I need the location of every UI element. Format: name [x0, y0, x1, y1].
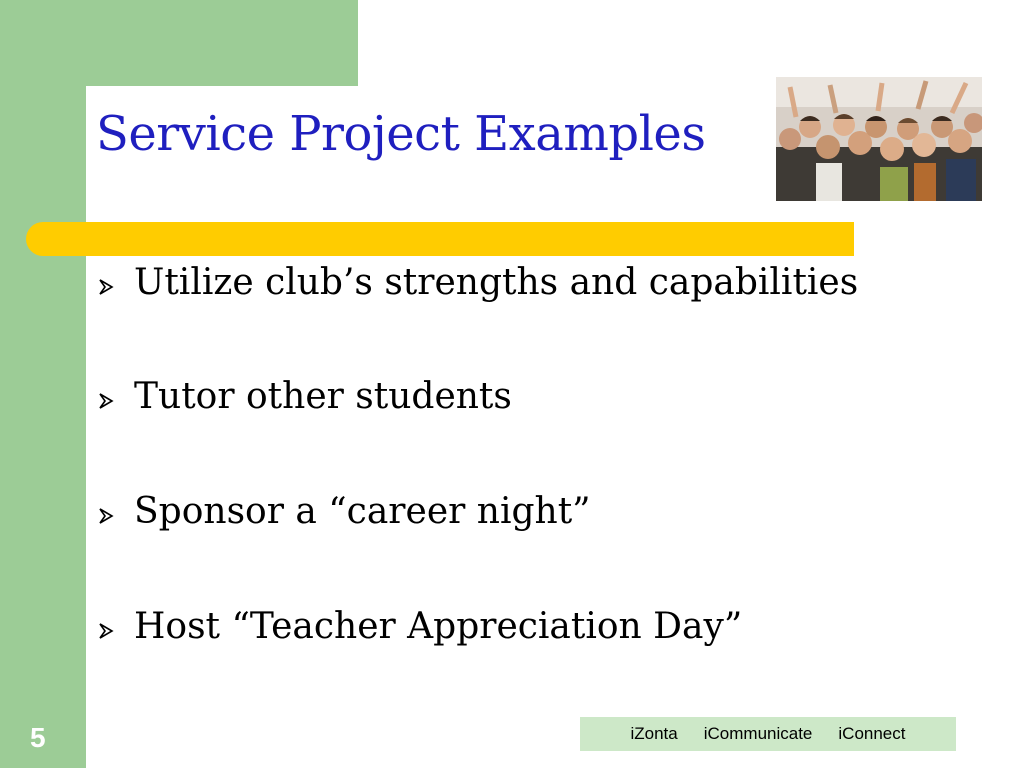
bullet-text: Host “Teacher Appreciation Day”	[134, 606, 743, 647]
bullet-text: Tutor other students	[134, 376, 512, 417]
bullet-text: Utilize club’s strengths and capabilities	[134, 262, 859, 303]
slide-number: 5	[30, 722, 46, 753]
footer-item-iconnect: iConnect	[838, 724, 906, 743]
accent-bar	[26, 222, 854, 256]
footer-item-izonta: iZonta	[630, 724, 678, 743]
green-side-strip	[0, 0, 86, 768]
arrow-bullet-icon	[98, 507, 116, 525]
arrow-bullet-icon	[98, 622, 116, 640]
celebrating-crowd-photo	[776, 77, 982, 201]
slide-title: Service Project Examples	[96, 106, 706, 162]
footer-item-icommunicate: iCommunicate	[703, 724, 813, 743]
footer-tagline	[580, 717, 956, 751]
arrow-bullet-icon	[98, 392, 116, 410]
arrow-bullet-icon	[98, 278, 116, 296]
bullet-text: Sponsor a “career night”	[134, 491, 591, 532]
